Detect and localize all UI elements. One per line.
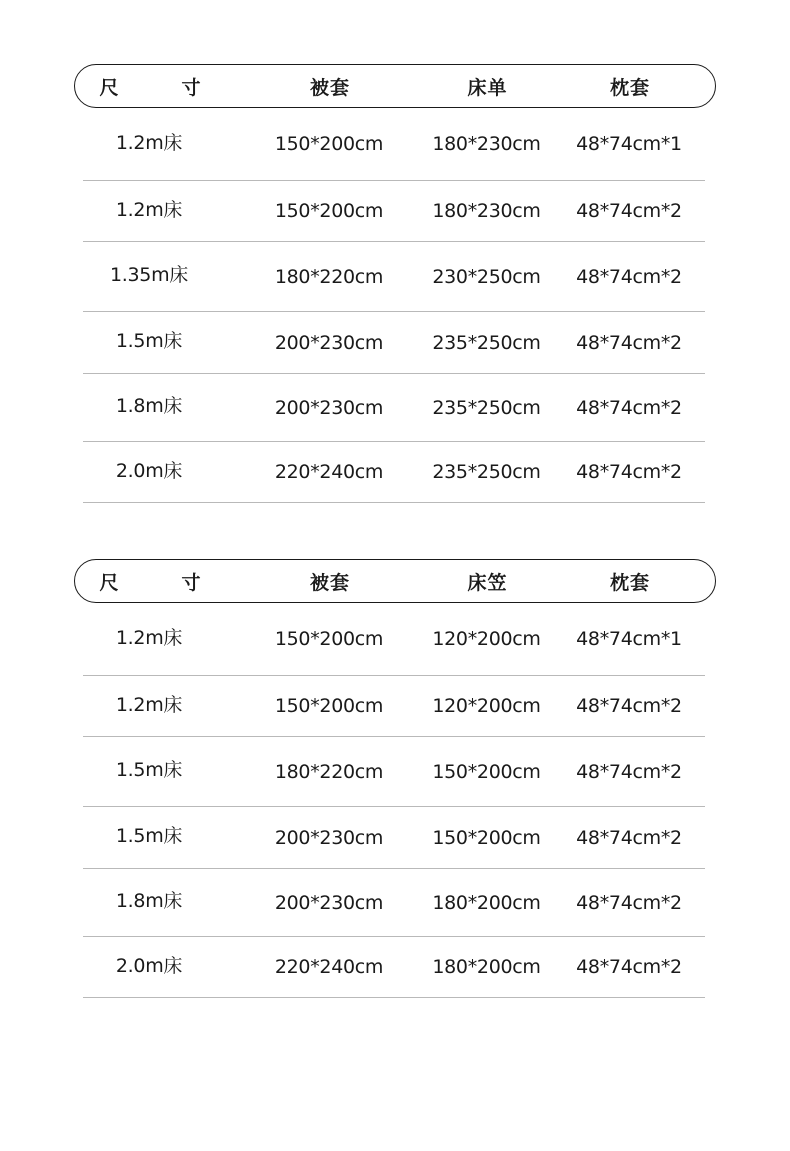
row-size: 1.5m床 [115, 759, 183, 781]
row-size: 2.0m床 [115, 954, 183, 977]
row-pillowcase: 48*74cm*2 [576, 891, 682, 914]
row-duvet-cover: 220*240cm [274, 956, 384, 978]
table-row [83, 737, 705, 807]
row-duvet-cover: 150*200cm [274, 133, 384, 155]
row-pillowcase: 48*74cm*1 [576, 133, 682, 155]
row-pillowcase: 48*74cm*2 [576, 760, 682, 783]
header-size: 尺 寸 [99, 571, 223, 594]
row-pillowcase: 48*74cm*2 [576, 461, 682, 483]
row-size: 2.0m床 [115, 459, 183, 482]
row-fitted-sheet: 150*200cm [432, 826, 541, 849]
row-bed-sheet: 235*250cm [432, 331, 541, 354]
table-row [83, 807, 705, 869]
row-size: 1.2m床 [115, 626, 183, 649]
header-fitted-sheet: 床笠 [467, 571, 508, 594]
row-size: 1.2m床 [115, 131, 183, 154]
row-bed-sheet: 235*250cm [432, 461, 541, 483]
row-duvet-cover: 180*220cm [274, 265, 384, 288]
table-row [83, 108, 705, 181]
row-pillowcase: 48*74cm*2 [576, 396, 682, 419]
table-row [83, 312, 705, 374]
row-pillowcase: 48*74cm*2 [576, 695, 682, 717]
row-size: 1.35m床 [109, 264, 188, 286]
row-pillowcase: 48*74cm*2 [576, 200, 682, 222]
row-pillowcase: 48*74cm*1 [576, 628, 682, 650]
row-fitted-sheet: 150*200cm [432, 760, 541, 783]
row-bed-sheet: 180*230cm [432, 200, 541, 222]
row-fitted-sheet: 180*200cm [432, 956, 541, 978]
row-duvet-cover: 200*230cm [274, 331, 384, 354]
row-pillowcase: 48*74cm*2 [576, 265, 682, 288]
row-duvet-cover: 150*200cm [274, 628, 384, 650]
size-table-fitted-sheet [74, 559, 716, 998]
row-duvet-cover: 200*230cm [274, 891, 384, 914]
table-row [83, 676, 705, 737]
row-bed-sheet: 180*230cm [432, 133, 541, 155]
row-duvet-cover: 200*230cm [274, 396, 384, 419]
size-table-sheet [74, 64, 716, 503]
header-pillowcase: 枕套 [609, 76, 650, 99]
row-duvet-cover: 220*240cm [274, 461, 384, 483]
row-size: 1.8m床 [115, 395, 183, 417]
row-pillowcase: 48*74cm*2 [576, 331, 682, 354]
row-fitted-sheet: 180*200cm [432, 891, 541, 914]
table-row [83, 442, 705, 503]
row-duvet-cover: 200*230cm [274, 826, 384, 849]
row-size: 1.8m床 [115, 890, 183, 912]
row-fitted-sheet: 120*200cm [432, 695, 541, 717]
table-row [83, 181, 705, 242]
table-row [83, 869, 705, 937]
table-row [83, 937, 705, 998]
row-fitted-sheet: 120*200cm [432, 628, 541, 650]
table-body [83, 603, 705, 998]
header-bed-sheet: 床单 [467, 76, 508, 99]
table-header [74, 64, 716, 108]
row-duvet-cover: 150*200cm [274, 695, 384, 717]
header-duvet-cover: 被套 [309, 571, 350, 594]
table-body [83, 108, 705, 503]
table-row [83, 242, 705, 312]
row-bed-sheet: 230*250cm [432, 265, 541, 288]
row-bed-sheet: 235*250cm [432, 396, 541, 419]
table-header [74, 559, 716, 603]
row-duvet-cover: 150*200cm [274, 200, 384, 222]
row-duvet-cover: 180*220cm [274, 760, 384, 783]
row-size: 1.5m床 [115, 330, 183, 352]
row-pillowcase: 48*74cm*2 [576, 956, 682, 978]
row-size: 1.2m床 [115, 693, 183, 716]
header-duvet-cover: 被套 [309, 76, 350, 99]
row-pillowcase: 48*74cm*2 [576, 826, 682, 849]
table-row [83, 374, 705, 442]
table-row [83, 603, 705, 676]
row-size: 1.2m床 [115, 198, 183, 221]
row-size: 1.5m床 [115, 825, 183, 847]
header-pillowcase: 枕套 [609, 571, 650, 594]
header-size: 尺 寸 [99, 76, 223, 99]
